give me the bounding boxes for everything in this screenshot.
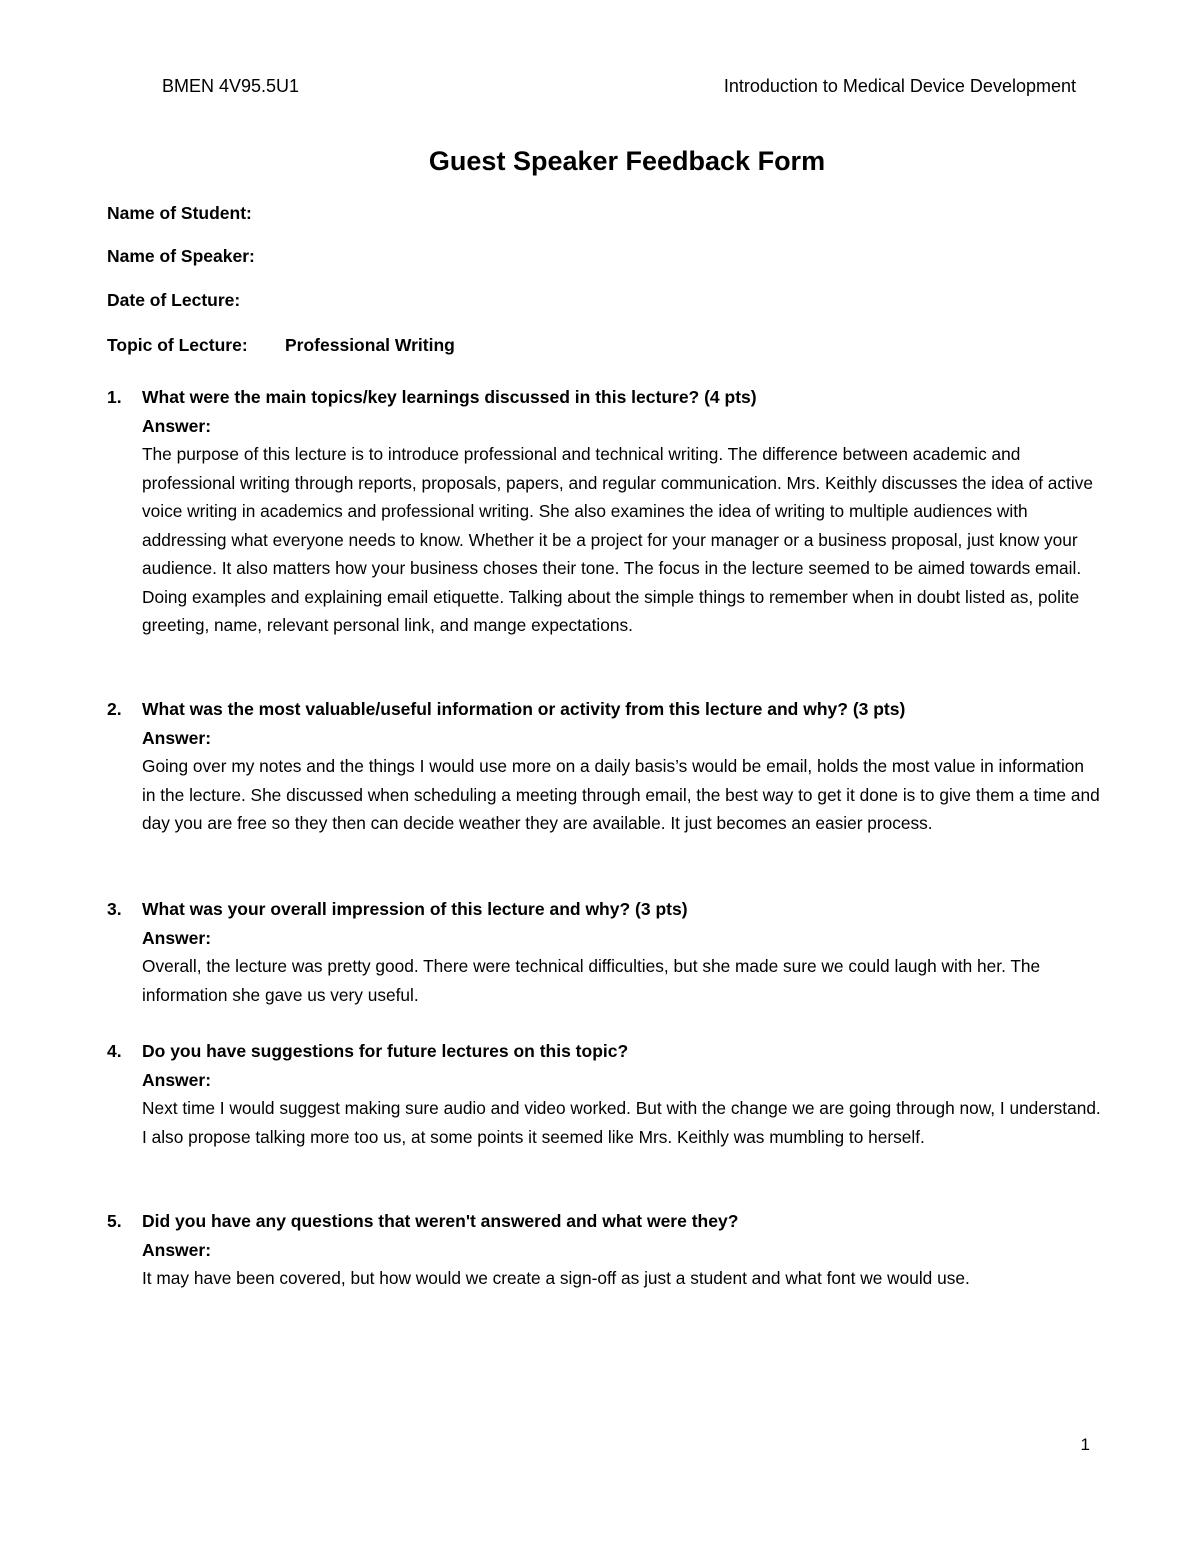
student-name-field [107,201,252,225]
speaker-name-label: Name of Speaker: [107,246,255,266]
answer-text: Next time I would suggest making sure audio and video worked. But with the change we are going through now, I understand. I also propose talking more too us, at some points it seemed like Mrs. Keithly was mumbling to herself. [142,1098,1101,1147]
answer-label: Answer: [142,727,212,748]
answer-label: Answer: [142,1069,212,1090]
question-number: 4. [107,1041,122,1061]
lecture-date-field [107,288,240,312]
page-number: 1 [1080,1435,1090,1454]
question-text: What was your overall impression of this lecture and why? (3 pts) [142,899,688,919]
question-text: What was the most valuable/useful information or activity from this lecture and why? (3 pts) [142,699,906,719]
question-number: 5. [107,1211,122,1231]
answer-text: Going over my notes and the things I would use more on a daily basis’s would be email, holds the most value in information in the lecture. She discussed when scheduling a meeting through email, the best way to get it done is to give them a time and day you are free so they then can decide weather they are available. It just becomes an easier process. [142,756,1100,833]
header-course-name: Introduction to Medical Device Development [723,76,1076,96]
question-number: 1. [107,387,122,407]
lecture-topic-field [107,333,455,357]
lecture-topic-value: Professional Writing [285,335,455,355]
student-name-label: Name of Student: [107,203,252,223]
answer-label: Answer: [142,1239,212,1260]
question-text: What were the main topics/key learnings discussed in this lecture? (4 pts) [142,387,757,407]
question-number: 3. [107,899,122,919]
page-title: Guest Speaker Feedback Form [428,146,826,176]
answer-text: The purpose of this lecture is to introduce professional and technical writing. The difference between academic and professional writing through reports, proposals, papers, and regular communication. Mrs. Keithly discusses the idea of active voice writing in academics and professional writing. She also examines the idea of writing to multiple audiences with addressing what everyone needs to know. Whether it be a project for your manager or a business proposal, just know your audience. It also matters how your business choses their tone. The focus in the lecture seemed to be aimed towards email. Doing examples and explaining email etiquette. Talking about the simple things to remember when in doubt listed as, polite greeting, name, relevant personal link, and mange expectations. [142,444,1093,635]
question-text: Do you have suggestions for future lectures on this topic? [142,1041,629,1061]
lecture-date-label: Date of Lecture: [107,290,241,310]
answer-text: Overall, the lecture was pretty good. There were technical difficulties, but she made sure we could laugh with her. The information she gave us very useful. [142,956,1041,1005]
answer-label: Answer: [142,415,212,436]
question-number: 2. [107,699,122,719]
speaker-name-field [107,244,255,268]
answer-label: Answer: [142,927,212,948]
header-course-code: BMEN 4V95.5U1 [162,76,300,96]
question-text: Did you have any questions that weren't answered and what were they? [142,1211,739,1231]
answer-text: It may have been covered, but how would we create a sign-off as just a student and what font we would use. [142,1268,970,1288]
lecture-topic-label: Topic of Lecture: [107,335,248,355]
